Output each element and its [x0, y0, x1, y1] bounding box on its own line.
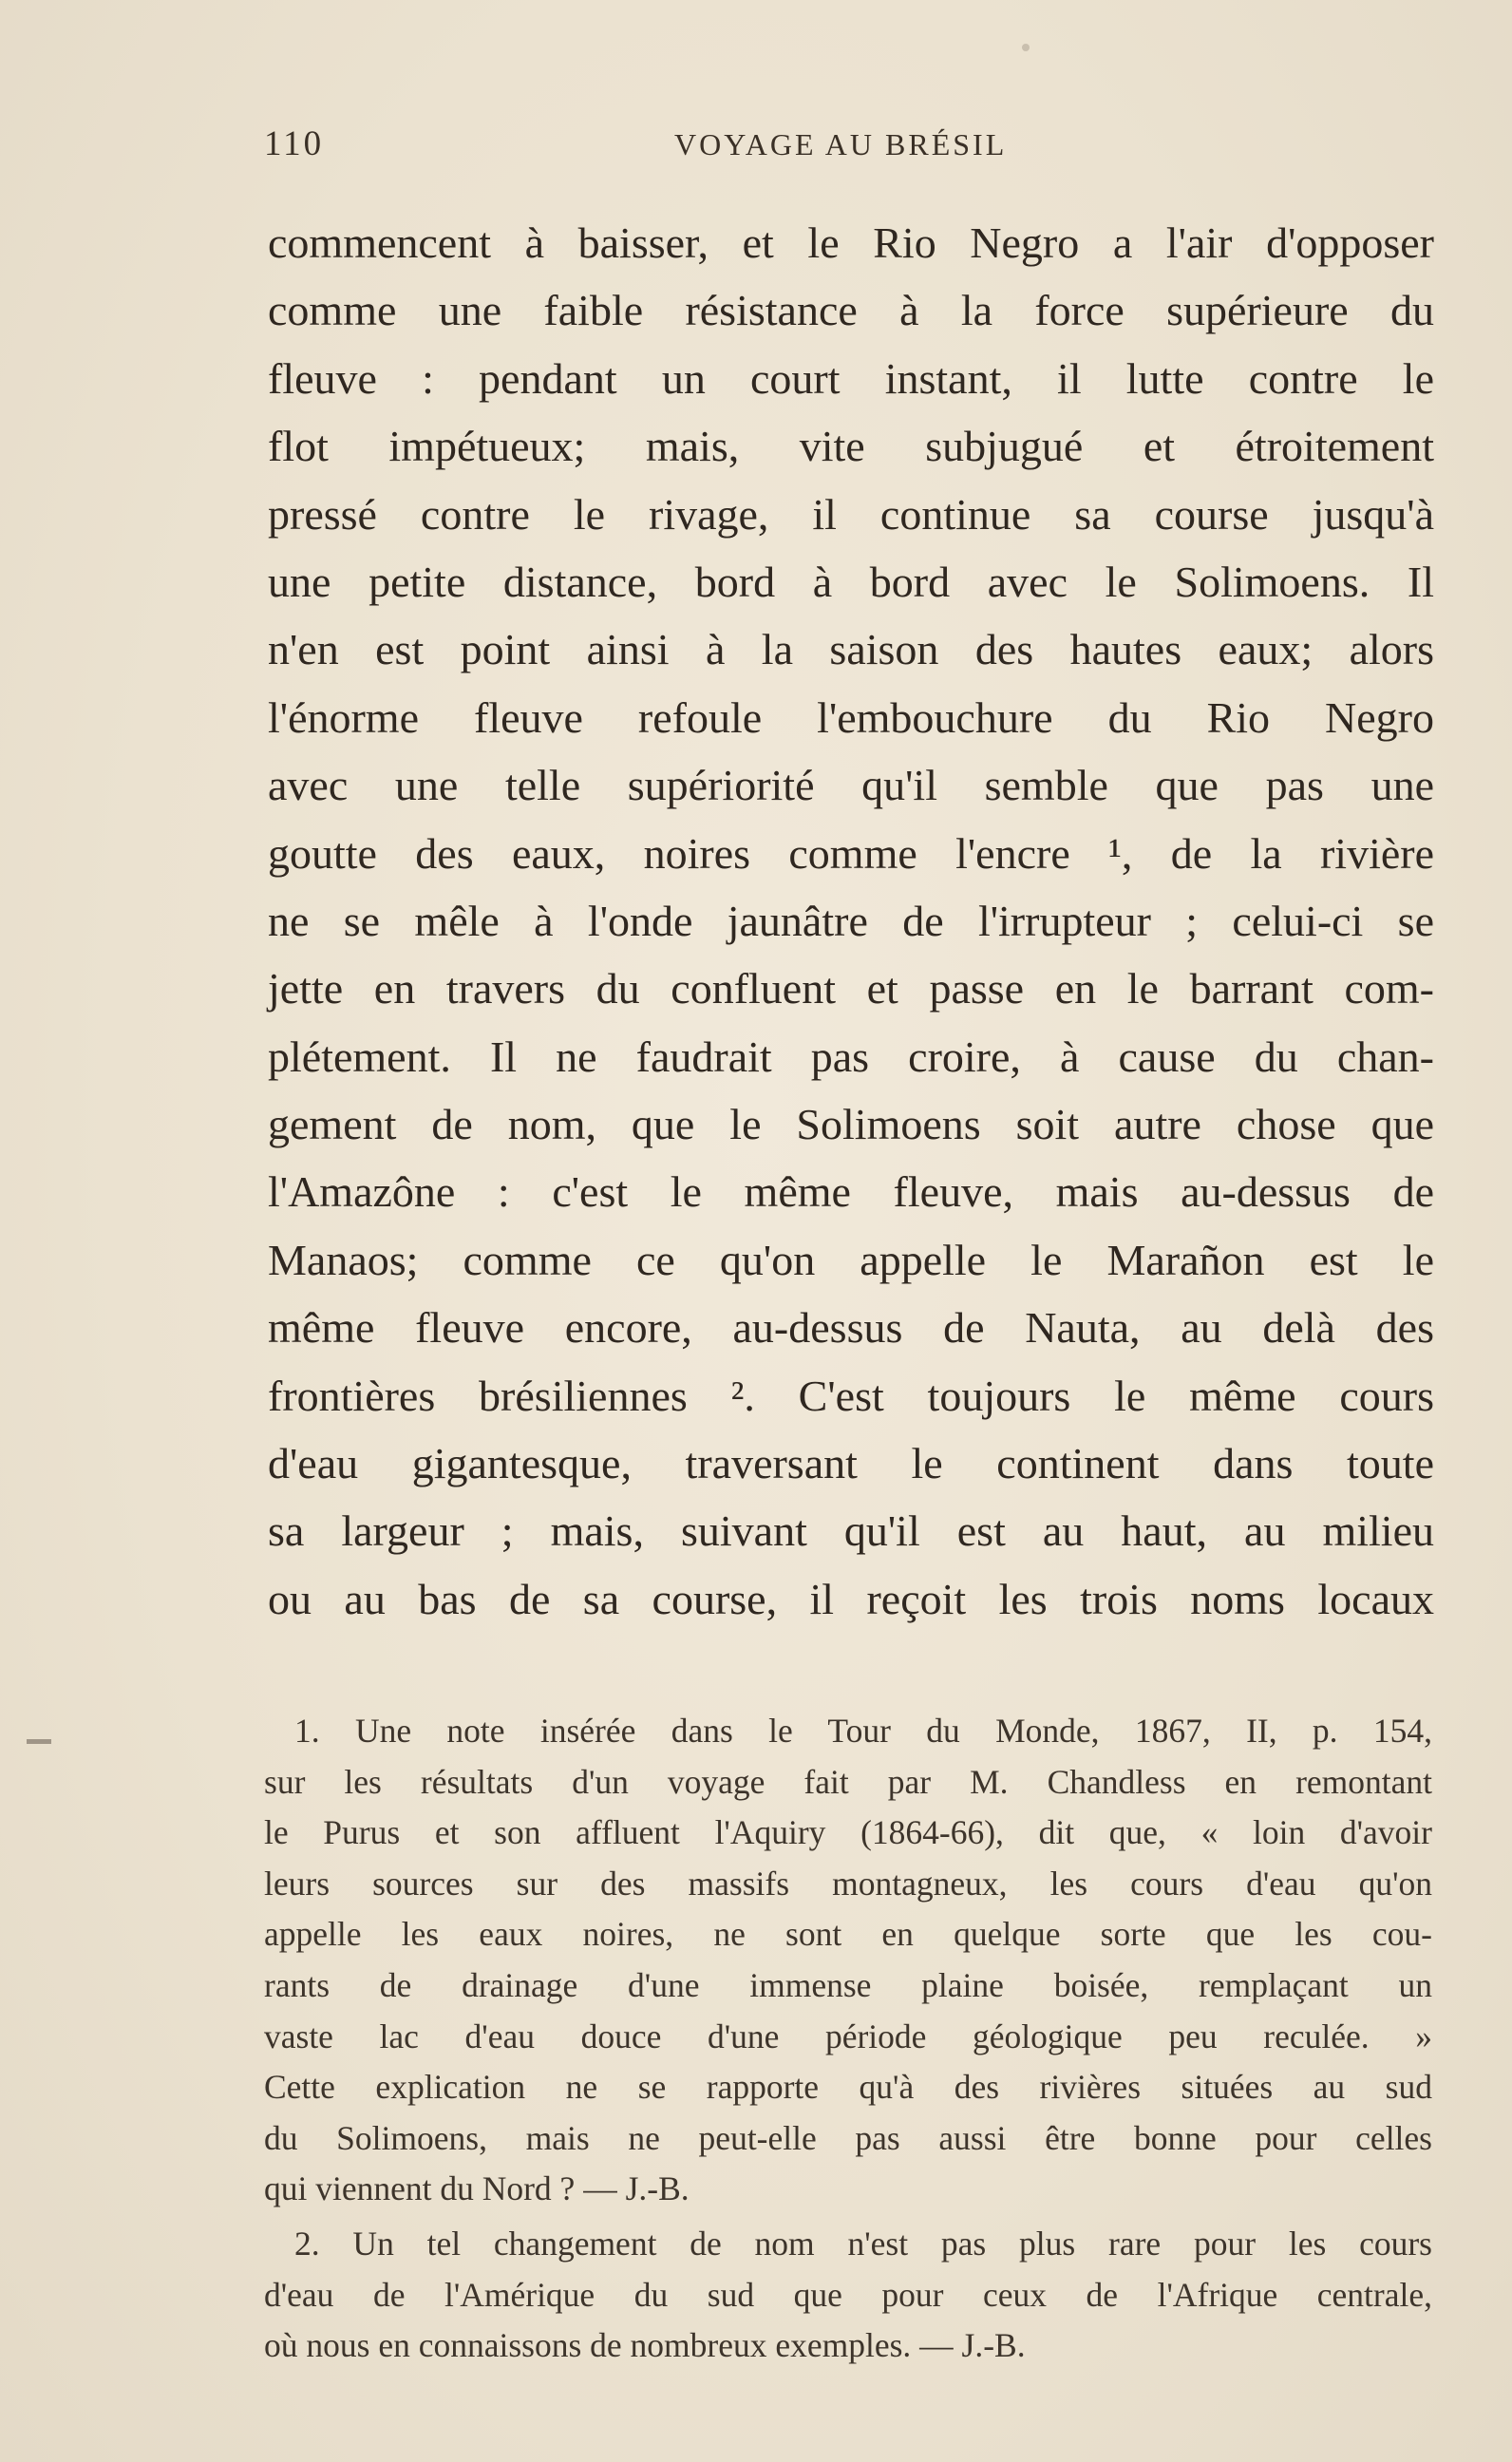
- text-line: Manaos; comme ce qu'on appelle le Marañon est le: [268, 1235, 1434, 1284]
- footnote-1-line: 1. Une note insérée dans le Tour du Monde, 1867, II, p. 154,: [294, 1712, 1432, 1750]
- footnote-1-line: leurs sources sur des massifs montagneux, les cours d'eau qu'on: [264, 1864, 1432, 1903]
- text-line: l'Amazône : c'est le même fleuve, mais au-dessus de: [268, 1167, 1434, 1217]
- page-header: [264, 123, 1434, 171]
- text-line: une petite distance, bord à bord avec le Solimoens. Il: [268, 557, 1434, 606]
- footnote-1-line: le Purus et son affluent l'Aquiry (1864-66), dit que, « loin d'avoir: [264, 1813, 1432, 1852]
- text-line: comme une faible résistance à la force supérieure du: [268, 286, 1434, 335]
- text-line: fleuve : pendant un court instant, il lutte contre le: [268, 353, 1434, 403]
- footnote-1-line: qui viennent du Nord ? — J.-B.: [264, 2169, 690, 2208]
- text-line: même fleuve encore, au-dessus de Nauta, au delà des: [268, 1303, 1434, 1353]
- paper-speck: [1022, 44, 1030, 51]
- footnote-1-line: appelle les eaux noires, ne sont en quelque sorte que les cou-: [264, 1915, 1432, 1954]
- text-line: pressé contre le rivage, il continue sa course jusqu'à: [268, 489, 1434, 539]
- footnote-2-line: d'eau de l'Amérique du sud que pour ceux de l'Afrique centrale,: [264, 2275, 1432, 2314]
- footnote-1-line: sur les résultats d'un voyage fait par M. Chandless en remontant: [264, 1762, 1432, 1801]
- text-line: frontières brésiliennes ². C'est toujours le même cours: [268, 1371, 1434, 1420]
- text-line: jette en travers du confluent et passe en le barrant com-: [268, 964, 1434, 1013]
- text-line: ne se mêle à l'onde jaunâtre de l'irrupteur ; celui-ci se: [268, 896, 1434, 945]
- margin-mark: [27, 1739, 51, 1744]
- text-line: ou au bas de sa course, il reçoit les trois noms locaux: [268, 1574, 1434, 1623]
- running-title: VOYAGE AU BRÉSIL: [674, 127, 1008, 161]
- page-number: 110: [264, 124, 325, 163]
- footnote-1-line: rants de drainage d'une immense plaine boisée, remplaçant un: [264, 1965, 1432, 2004]
- footnote-2-line: où nous en connaissons de nombreux exemples. — J.-B.: [264, 2326, 1026, 2365]
- main-text: [268, 209, 1434, 1633]
- text-line: sa largeur ; mais, suivant qu'il est au haut, au milieu: [268, 1506, 1434, 1556]
- footnote-1-line: du Solimoens, mais ne peut-elle pas aussi être bonne pour celles: [264, 2118, 1432, 2157]
- text-line: l'énorme fleuve refoule l'embouchure du Rio Negro: [268, 692, 1434, 742]
- text-line: commencent à baisser, et le Rio Negro a l'air d'opposer: [268, 218, 1434, 267]
- footnote-2-line: 2. Un tel changement de nom n'est pas plus rare pour les cours: [294, 2224, 1432, 2263]
- text-line: plétement. Il ne faudrait pas croire, à cause du chan-: [268, 1032, 1434, 1081]
- footnote-1-line: vaste lac d'eau douce d'une période géologique peu reculée. »: [264, 2017, 1432, 2055]
- text-line: d'eau gigantesque, traversant le continent dans toute: [268, 1439, 1434, 1488]
- text-line: n'en est point ainsi à la saison des hautes eaux; alors: [268, 625, 1434, 674]
- footnote-1-line: Cette explication ne se rapporte qu'à des rivières situées au sud: [264, 2068, 1432, 2107]
- text-line: avec une telle supériorité qu'il semble que pas une: [268, 761, 1434, 810]
- text-line: gement de nom, que le Solimoens soit autre chose que: [268, 1100, 1434, 1149]
- text-line: goutte des eaux, noires comme l'encre ¹, de la rivière: [268, 828, 1434, 878]
- footnotes: [264, 1706, 1432, 2372]
- text-line: flot impétueux; mais, vite subjugué et étroitement: [268, 422, 1434, 471]
